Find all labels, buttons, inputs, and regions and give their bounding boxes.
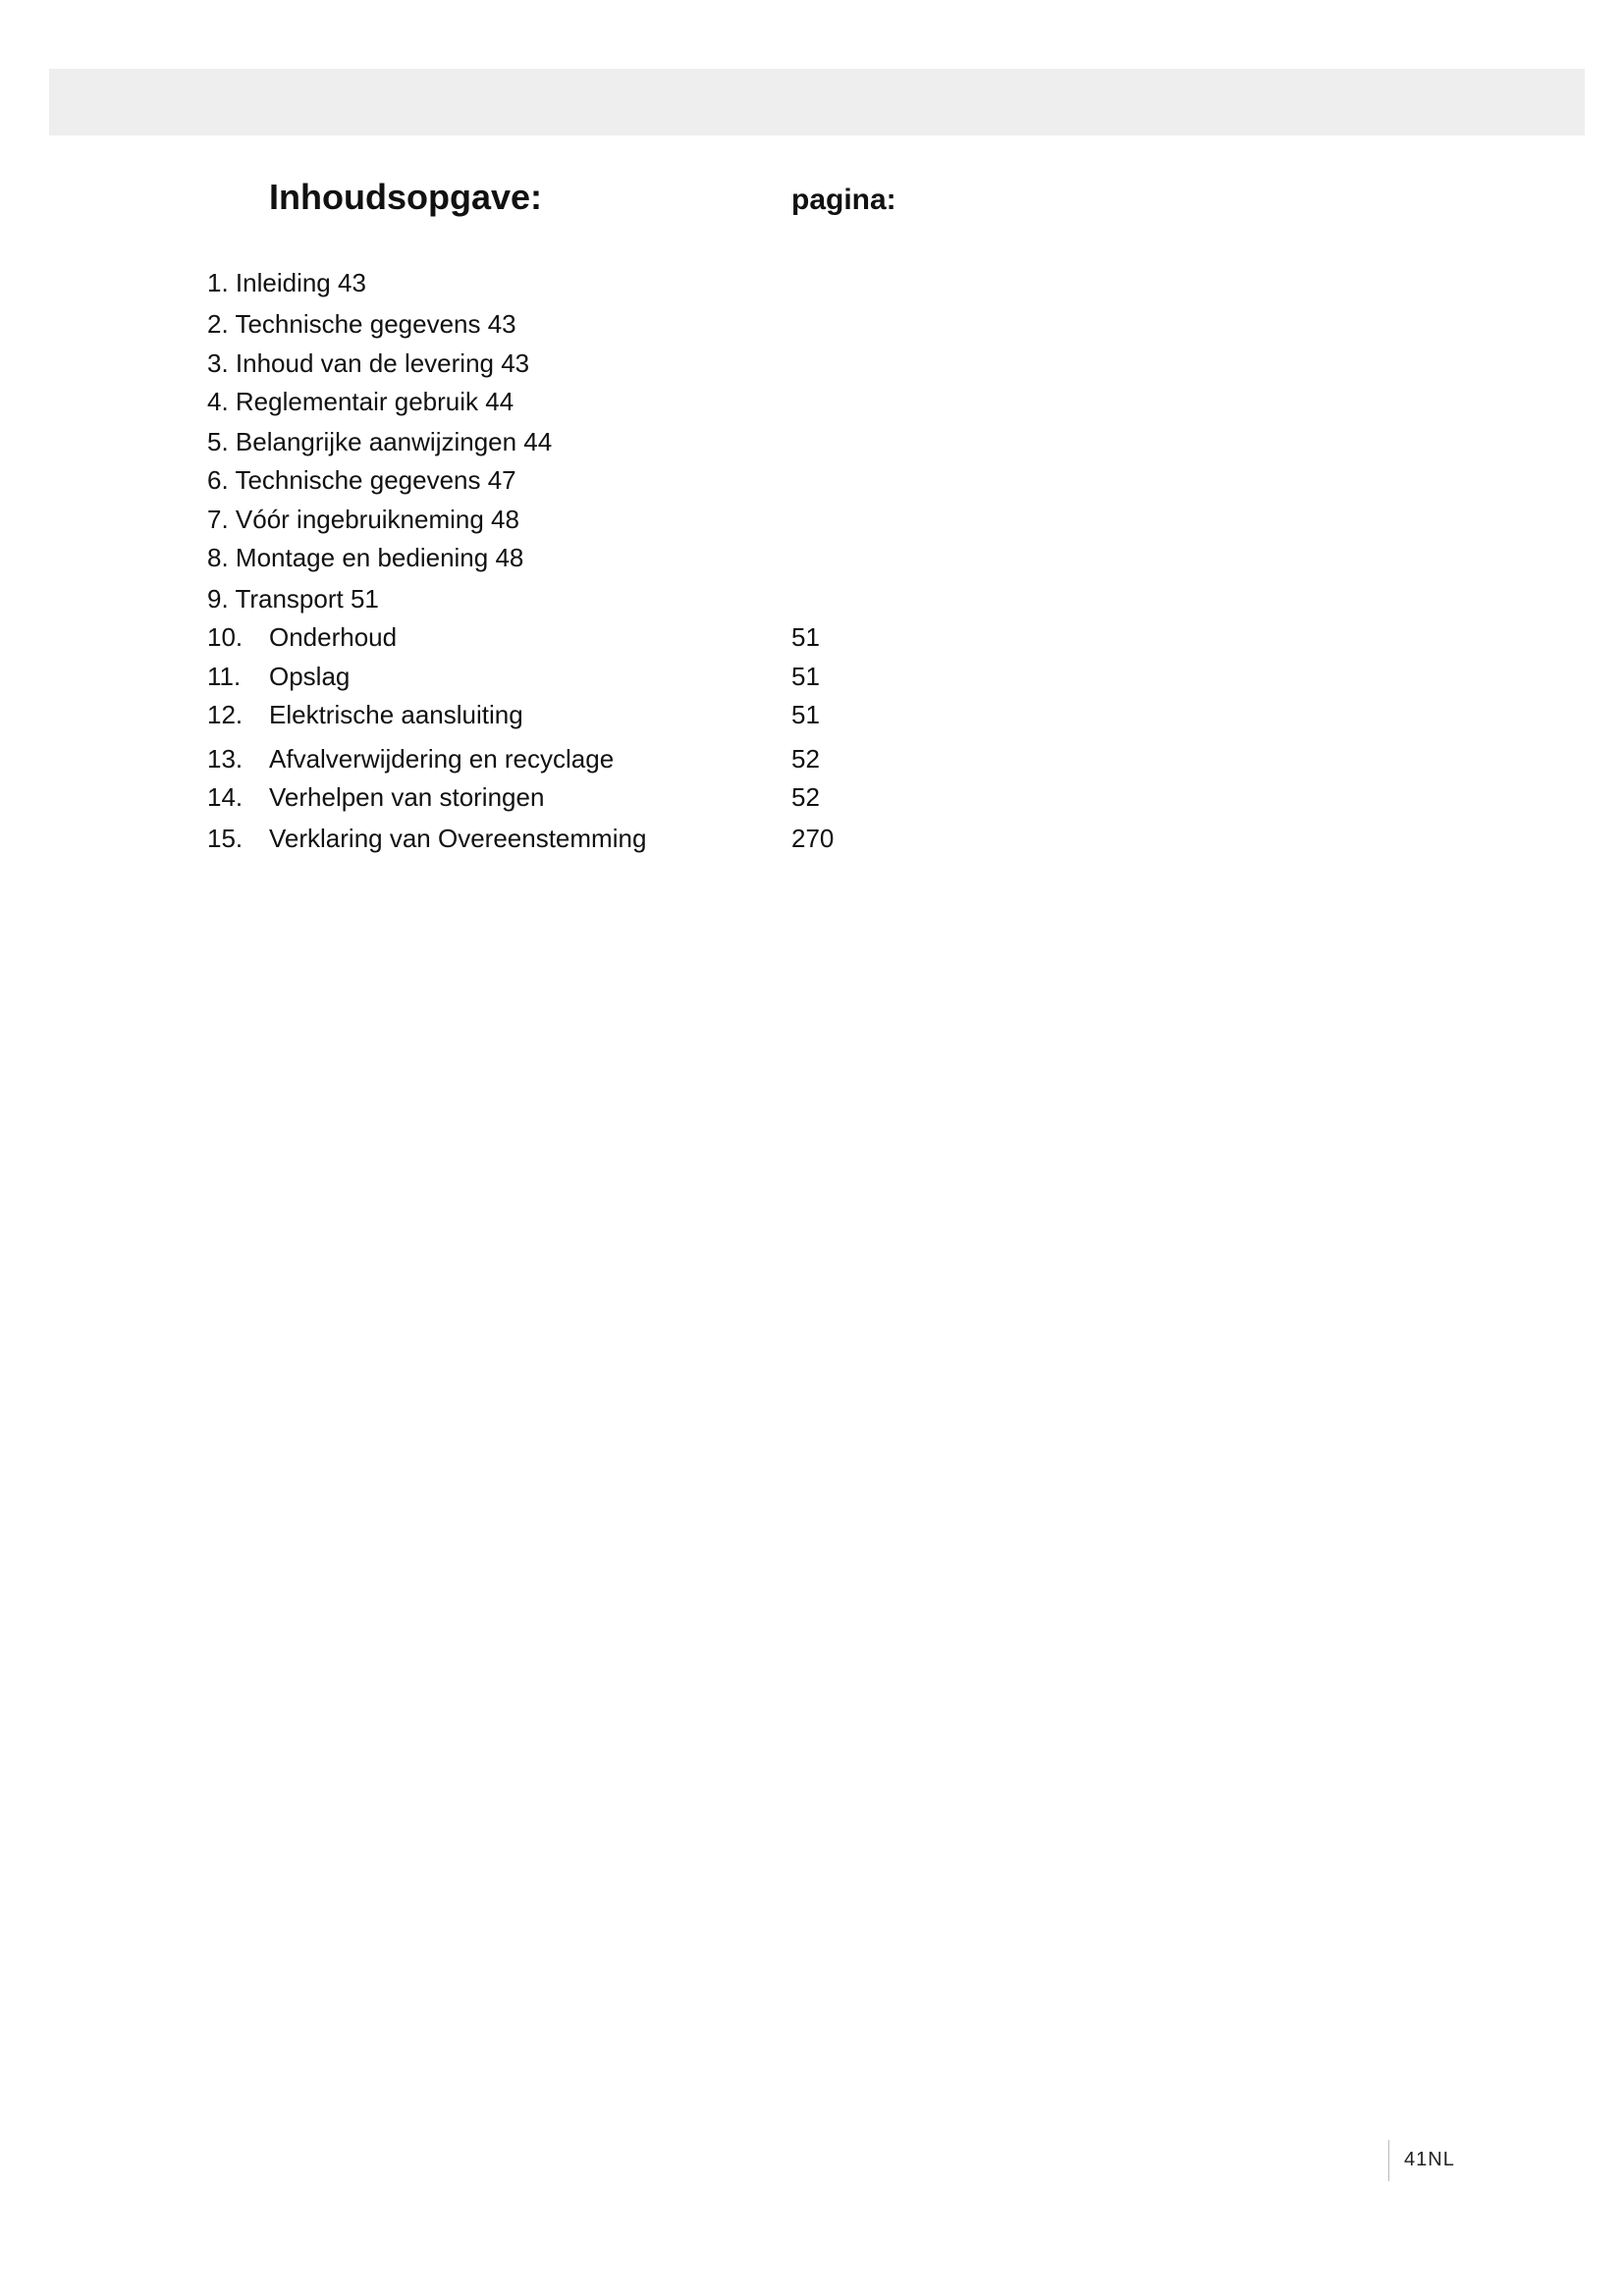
toc-entry: 5. Belangrijke aanwijzingen 44 bbox=[207, 427, 553, 456]
toc-row-number: 13. bbox=[207, 744, 244, 774]
toc-row-title: Afvalverwijdering en recyclage bbox=[269, 744, 615, 774]
toc-entry: 9. Transport 51 bbox=[207, 584, 379, 614]
toc-row-number: 11. bbox=[207, 662, 242, 691]
toc-row-title: Verhelpen van storingen bbox=[269, 782, 545, 812]
toc-row-page: 52 bbox=[791, 782, 820, 812]
toc-entry: 6. Technische gegevens 47 bbox=[207, 465, 516, 495]
toc-row-page: 270 bbox=[791, 824, 835, 853]
toc-row-number: 10. bbox=[207, 622, 244, 652]
toc-row-page: 51 bbox=[791, 700, 820, 729]
toc-title: Inhoudsopgave: bbox=[269, 177, 542, 217]
footer-divider bbox=[1388, 2140, 1389, 2181]
toc-row-title: Opslag bbox=[269, 662, 351, 691]
page-column-header: pagina: bbox=[791, 184, 896, 216]
toc-entry: 8. Montage en bediening 48 bbox=[207, 543, 524, 572]
toc-row-number: 14. bbox=[207, 782, 244, 812]
toc-entry: 1. Inleiding 43 bbox=[207, 268, 366, 297]
header-bar bbox=[49, 69, 1585, 135]
footer-page-number: 41NL bbox=[1404, 2149, 1455, 2170]
toc-row-page: 51 bbox=[791, 662, 820, 691]
toc-row-title: Onderhoud bbox=[269, 622, 398, 652]
toc-entry: 2. Technische gegevens 43 bbox=[207, 309, 516, 339]
toc-row-title: Elektrische aansluiting bbox=[269, 700, 523, 729]
toc-entry: 3. Inhoud van de levering 43 bbox=[207, 348, 530, 378]
toc-entry: 4. Reglementair gebruik 44 bbox=[207, 387, 514, 416]
toc-entry: 7. Vóór ingebruikneming 48 bbox=[207, 505, 519, 534]
toc-row-title: Verklaring van Overeenstemming bbox=[269, 824, 647, 853]
toc-row-page: 51 bbox=[791, 622, 820, 652]
toc-row-page: 52 bbox=[791, 744, 820, 774]
toc-row-number: 12. bbox=[207, 700, 244, 729]
toc-row-number: 15. bbox=[207, 824, 244, 853]
